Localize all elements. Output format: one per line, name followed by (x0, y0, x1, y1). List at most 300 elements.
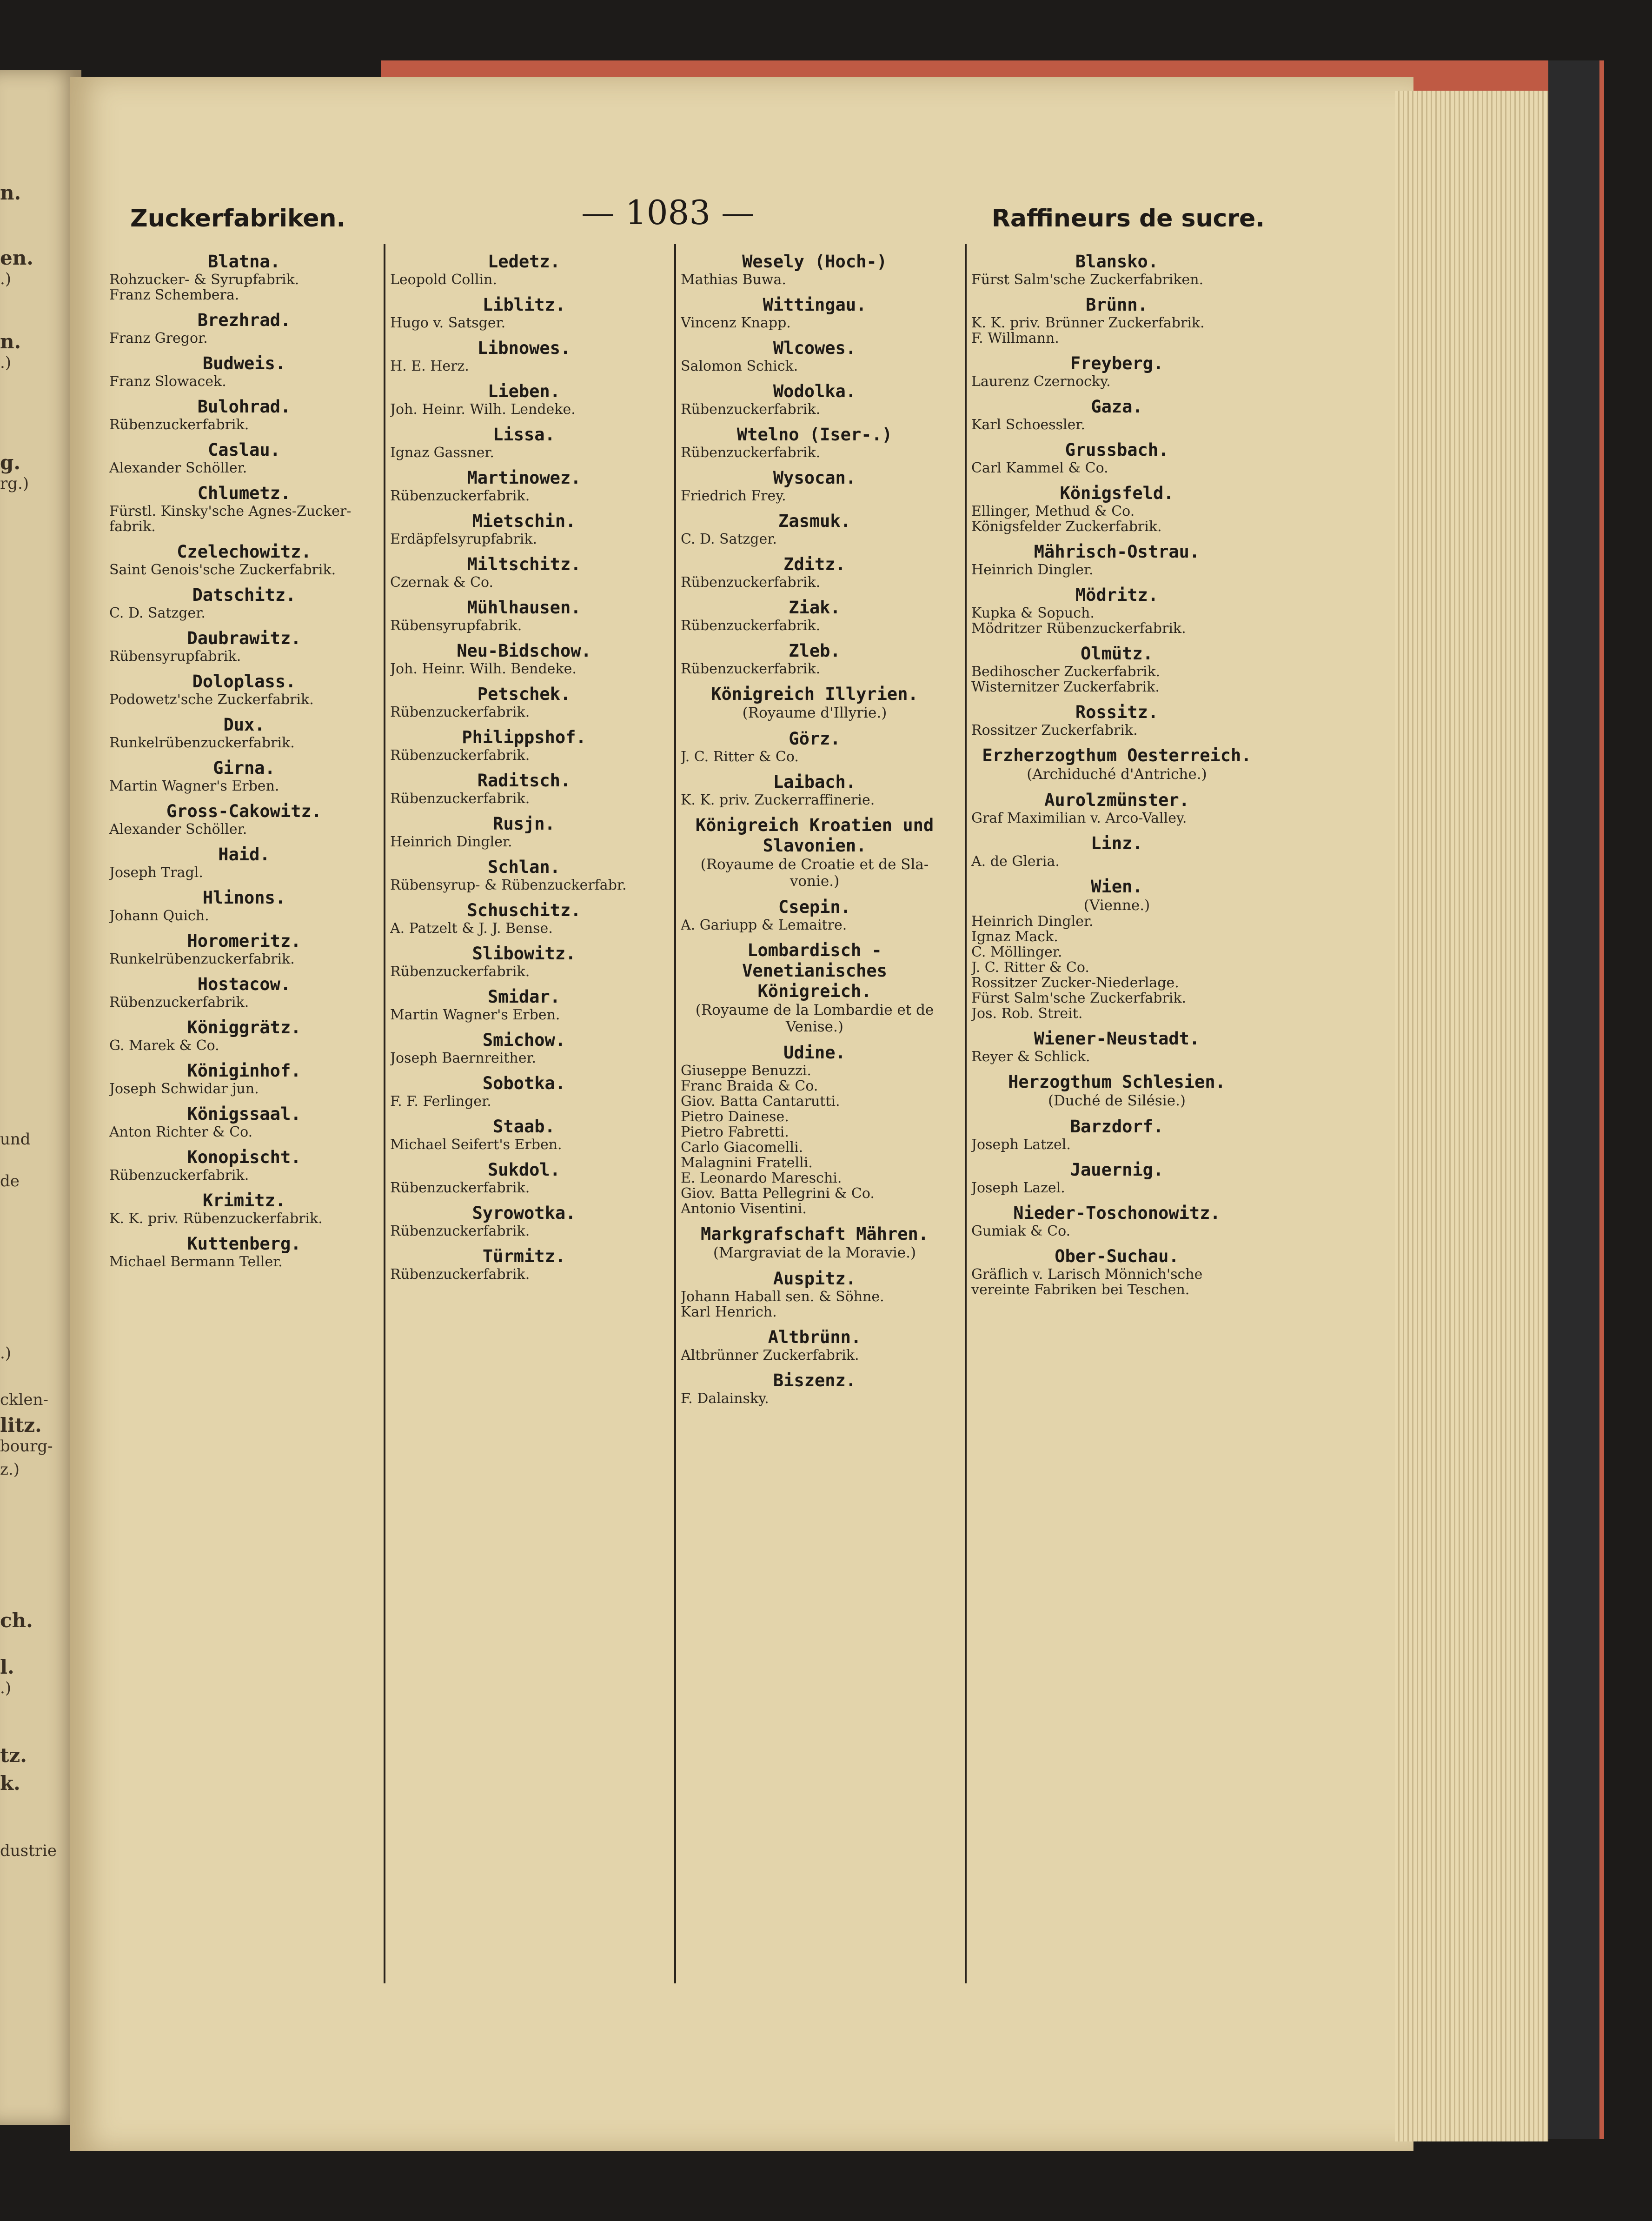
town-heading: Miltschitz. (467, 554, 581, 574)
region-subtitle: (Royaume de la Lombardie et de (695, 1002, 934, 1018)
directory-entry (971, 295, 1262, 346)
firm-name: Mathias Buwa. (681, 272, 786, 287)
firm-name: Heinrich Dingler. (971, 562, 1094, 578)
directory-entry (971, 1072, 1262, 1109)
town-heading: Ledetz. (488, 252, 560, 272)
page-number: — 1083 — (581, 193, 755, 232)
directory-entry (971, 877, 1262, 1021)
town-heading: Csepin. (778, 897, 851, 917)
directory-entry (109, 252, 379, 303)
region-subtitle: (Vienne.) (1083, 897, 1150, 914)
firm-name: Rübensyrupfabrik. (390, 618, 522, 633)
firm-name: Alexander Schöller. (109, 822, 247, 837)
directory-entry (390, 1117, 658, 1152)
firm-name: vereinte Fabriken bei Teschen. (971, 1282, 1190, 1297)
directory-entry (390, 554, 658, 590)
town-heading: Hlinons. (202, 888, 286, 908)
directory-entry (390, 1030, 658, 1066)
town-heading: Blatna. (208, 252, 280, 272)
firm-name: Königsfelder Zuckerfabrik. (971, 519, 1162, 534)
directory-entry (681, 815, 949, 890)
firm-name: Runkelrübenzuckerfabrik. (109, 735, 295, 751)
facing-page-fragment: .) (0, 1679, 12, 1697)
directory-entry (971, 397, 1262, 432)
town-heading: Wien. (1091, 877, 1143, 897)
town-heading: Sukdol. (488, 1160, 560, 1180)
town-heading: Rossitz. (1075, 702, 1159, 722)
town-heading: Zleb. (789, 641, 841, 661)
directory-entry (971, 440, 1262, 476)
firm-name: Martin Wagner's Erben. (109, 778, 279, 794)
firm-name: F. Dalainsky. (681, 1391, 769, 1406)
firm-name: Joseph Baernreither. (390, 1051, 537, 1066)
town-heading: Linz. (1091, 833, 1143, 853)
town-heading: Königgrätz. (187, 1017, 301, 1037)
town-heading: Königssaal. (187, 1104, 301, 1124)
directory-entry (390, 727, 658, 763)
firm-name: Rübenzuckerfabrik. (681, 661, 821, 677)
town-heading: Nieder-Toschonowitz. (1013, 1203, 1221, 1223)
directory-entry (971, 1246, 1262, 1297)
facing-page-fragment: litz. (0, 1414, 42, 1436)
directory-entry (109, 974, 379, 1010)
directory-entry (681, 1269, 949, 1320)
town-heading: Datschitz. (192, 585, 296, 605)
firm-name: Pietro Dainese. (681, 1109, 789, 1124)
town-heading: Herzogthum Schlesien. (1008, 1072, 1226, 1092)
firm-name: Johann Haball sen. & Söhne. (681, 1289, 884, 1304)
directory-entry (681, 940, 949, 1035)
town-heading: Haid. (218, 845, 270, 864)
firm-name: Leopold Collin. (390, 272, 497, 287)
directory-entry (109, 758, 379, 794)
facing-page-fragment: .) (0, 1344, 12, 1363)
directory-entry (109, 801, 379, 837)
facing-page-fragment: .) (0, 270, 12, 288)
town-heading: Laibach. (773, 772, 856, 792)
firm-name: Rübenzuckerfabrik. (681, 618, 821, 633)
firm-name: C. D. Satzger. (681, 532, 777, 547)
directory-entry (681, 511, 949, 547)
town-heading: Wittingau. (763, 295, 867, 315)
directory-entry (971, 644, 1262, 695)
town-heading: Königsfeld. (1060, 483, 1174, 503)
town-heading: Schuschitz. (467, 900, 581, 920)
firm-name: Antonio Visentini. (681, 1201, 807, 1217)
firm-name: Vincenz Knapp. (681, 315, 791, 331)
directory-entry (109, 888, 379, 924)
town-heading: Wiener-Neustadt. (1034, 1029, 1200, 1049)
firm-name: Giov. Batta Cantarutti. (681, 1094, 840, 1109)
town-heading: Wesely (Hoch-) (742, 252, 887, 272)
town-heading: Gross-Cakowitz. (166, 801, 322, 821)
town-heading: Konopischt. (187, 1147, 301, 1167)
directory-entry (681, 729, 949, 765)
directory-entry (390, 598, 658, 633)
firm-name: Wisternitzer Zuckerfabrik. (971, 679, 1160, 695)
town-heading: Smichow. (482, 1030, 566, 1050)
firm-name: Fürstl. Kinsky'sche Agnes-Zucker- (109, 504, 352, 519)
directory-entry (109, 440, 379, 476)
firm-name: Rossitzer Zucker-Niederlage. (971, 975, 1179, 991)
town-heading: Königreich Kroatien und Slavonien. (695, 815, 934, 856)
town-heading: Biszenz. (773, 1370, 856, 1390)
firm-name: Joseph Lazel. (971, 1180, 1065, 1196)
directory-entry (681, 1043, 949, 1217)
firm-name: Jos. Rob. Streit. (971, 1006, 1083, 1021)
firm-name: Carlo Giacomelli. (681, 1140, 803, 1155)
directory-entry (390, 900, 658, 936)
town-heading: Horomeritz. (187, 931, 301, 951)
firm-name: Franz Gregor. (109, 331, 208, 346)
town-heading: Jauernig. (1070, 1160, 1164, 1180)
facing-page-fragment: tz. (0, 1744, 27, 1767)
firm-name: Hugo v. Satsger. (390, 315, 506, 331)
firm-name: Giov. Batta Pellegrini & Co. (681, 1186, 875, 1201)
firm-name: Ignaz Mack. (971, 929, 1058, 944)
book-binding (1548, 60, 1599, 2139)
town-heading: Auspitz. (773, 1269, 856, 1289)
firm-name: Karl Schoessler. (971, 417, 1085, 432)
facing-page-fragment: rg.) (0, 474, 29, 493)
directory-entry (681, 897, 949, 933)
town-heading: Libnowes. (477, 338, 571, 358)
town-heading: Hostacow. (197, 974, 291, 994)
town-heading: Sobotka. (482, 1073, 566, 1093)
town-heading: Zasmuk. (778, 511, 851, 531)
town-heading: Doloplass. (192, 672, 296, 692)
directory-entry (109, 1234, 379, 1270)
firm-name: Franc Braida & Co. (681, 1078, 818, 1094)
directory-entry (971, 790, 1262, 826)
town-heading: Schlan. (488, 857, 560, 877)
town-heading: Liblitz. (482, 295, 566, 315)
town-heading: Petschek. (477, 684, 571, 704)
firm-name: Salomon Schick. (681, 359, 798, 374)
town-heading: Markgrafschaft Mähren. (700, 1224, 929, 1244)
town-heading: Brünn. (1086, 295, 1148, 315)
directory-entry (109, 542, 379, 578)
town-heading: Smidar. (488, 987, 560, 1007)
firm-name: Rossitzer Zuckerfabrik. (971, 723, 1138, 738)
town-heading: Mährisch-Ostrau. (1034, 542, 1200, 562)
town-heading: Neu-Bidschow. (457, 641, 591, 661)
directory-columns (105, 244, 1267, 1983)
firm-name: C. Möllinger. (971, 944, 1062, 960)
firm-name: Rübenzuckerfabrik. (390, 748, 530, 763)
firm-name: Rübenzuckerfabrik. (390, 791, 530, 806)
firm-name: A. Patzelt & J. J. Bense. (390, 921, 553, 936)
firm-name: Podowetz'sche Zuckerfabrik. (109, 692, 314, 707)
facing-page-fragment: cklen- (0, 1390, 49, 1409)
firm-name: Heinrich Dingler. (390, 834, 512, 850)
region-subtitle: (Margraviat de la Moravie.) (713, 1244, 916, 1261)
firm-name: Reyer & Schlick. (971, 1049, 1090, 1064)
region-subtitle: Venise.) (786, 1018, 843, 1035)
directory-entry (971, 702, 1262, 738)
directory-entry (390, 814, 658, 850)
firm-name: J. C. Ritter & Co. (681, 749, 799, 765)
firm-name: K. K. priv. Brünner Zuckerfabrik. (971, 315, 1205, 331)
page-edges (1395, 91, 1548, 2141)
town-heading: Staab. (493, 1117, 555, 1137)
directory-entry (390, 1073, 658, 1109)
town-heading: Rusjn. (493, 814, 555, 834)
firm-name: Johann Quich. (109, 908, 209, 924)
firm-name: Runkelrübenzuckerfabrik. (109, 951, 295, 967)
directory-entry (390, 1246, 658, 1282)
town-heading: Barzdorf. (1070, 1117, 1164, 1137)
directory-entry (681, 425, 949, 460)
firm-name: Bedihoscher Zuckerfabrik. (971, 664, 1161, 679)
directory-entry (681, 554, 949, 590)
firm-name: Rübenzuckerfabrik. (390, 1267, 530, 1282)
firm-name: Fürst Salm'sche Zuckerfabriken. (971, 272, 1204, 287)
town-heading: Lieben. (488, 381, 560, 401)
town-heading: Martinowez. (467, 468, 581, 488)
firm-name: Rübenzuckerfabrik. (390, 488, 530, 504)
firm-name: Rübenzuckerfabrik. (390, 964, 530, 979)
directory-entry (109, 672, 379, 707)
region-subtitle: (Duché de Silésie.) (1048, 1092, 1186, 1109)
town-heading: Lissa. (493, 425, 555, 445)
facing-page-fragment: n. (0, 330, 21, 353)
directory-entry (681, 641, 949, 677)
firm-name: fabrik. (109, 519, 156, 534)
firm-name: Rohzucker- & Syrupfabrik. (109, 272, 299, 287)
facing-page-fragment: g. (0, 451, 20, 474)
town-heading: Freyberg. (1070, 353, 1164, 373)
firm-name: Gräflich v. Larisch Mönnich'sche (971, 1267, 1203, 1282)
firm-name: Michael Seifert's Erben. (390, 1137, 562, 1152)
directory-entry (681, 684, 949, 721)
firm-name: Mödritzer Rübenzuckerfabrik. (971, 621, 1186, 636)
directory-entry (971, 252, 1262, 287)
directory-entry (390, 381, 658, 417)
directory-entry (681, 1327, 949, 1363)
firm-name: Rübenzuckerfabrik. (390, 1224, 530, 1239)
directory-entry (109, 483, 379, 534)
town-heading: Slibowitz. (472, 944, 576, 964)
firm-name: Giuseppe Benuzzi. (681, 1063, 811, 1078)
directory-entry (109, 1061, 379, 1097)
column-2 (384, 244, 663, 1983)
firm-name: Czernak & Co. (390, 575, 494, 590)
town-heading: Udine. (783, 1043, 846, 1063)
firm-name: J. C. Ritter & Co. (971, 960, 1089, 975)
town-heading: Blansko. (1075, 252, 1159, 272)
town-heading: Türmitz. (482, 1246, 566, 1266)
directory-entry (390, 944, 658, 979)
firm-name: Rübenzuckerfabrik. (390, 1180, 530, 1196)
directory-entry (109, 397, 379, 432)
town-heading: Aurolzmünster. (1044, 790, 1189, 810)
directory-entry (971, 542, 1262, 578)
directory-entry (681, 252, 949, 287)
firm-name: Graf Maximilian v. Arco-Valley. (971, 811, 1187, 826)
town-heading: Mietschin. (472, 511, 576, 531)
directory-entry (390, 295, 658, 331)
region-subtitle: (Royaume de Croatie et de Sla- (700, 856, 929, 873)
directory-entry (681, 468, 949, 504)
directory-entry (681, 772, 949, 808)
directory-entry (390, 252, 658, 287)
town-heading: Olmütz. (1081, 644, 1153, 664)
directory-entry (390, 641, 658, 677)
town-heading: Königinhof. (187, 1061, 301, 1081)
firm-name: Joh. Heinr. Wilh. Bendeke. (390, 661, 577, 677)
firm-name: Pietro Fabretti. (681, 1124, 789, 1140)
town-heading: Wodolka. (773, 381, 856, 401)
firm-name: Fürst Salm'sche Zuckerfabrik. (971, 991, 1187, 1006)
town-heading: Daubrawitz. (187, 628, 301, 648)
directory-entry (681, 1224, 949, 1261)
column-4 (965, 244, 1267, 1983)
town-heading: Budweis. (202, 353, 286, 373)
firm-name: G. Marek & Co. (109, 1038, 219, 1053)
directory-entry (971, 1203, 1262, 1239)
firm-name: Ignaz Gassner. (390, 445, 494, 460)
directory-entry (109, 845, 379, 880)
directory-entry (681, 381, 949, 417)
town-heading: Gaza. (1091, 397, 1143, 417)
firm-name: Anton Richter & Co. (109, 1124, 253, 1140)
directory-entry (971, 833, 1262, 869)
firm-name: F. Willmann. (971, 331, 1059, 346)
directory-entry (971, 585, 1262, 636)
firm-name: Joh. Heinr. Wilh. Lendeke. (390, 402, 576, 417)
directory-entry (109, 585, 379, 621)
town-heading: Philippshof. (462, 727, 586, 747)
town-heading: Dux. (223, 715, 265, 735)
town-heading: Erzherzogthum Oesterreich. (982, 745, 1252, 765)
firm-name: C. D. Satzger. (109, 605, 206, 621)
firm-name: Rübensyrup- & Rübenzuckerfabr. (390, 878, 627, 893)
town-heading: Raditsch. (477, 771, 571, 791)
facing-page-fragment: n. (0, 181, 21, 204)
directory-entry (109, 310, 379, 346)
firm-name: Kupka & Sopuch. (971, 605, 1095, 621)
firm-name: Altbrünner Zuckerfabrik. (681, 1348, 859, 1363)
town-heading: Brezhrad. (197, 310, 291, 330)
town-heading: Chlumetz. (197, 483, 291, 503)
firm-name: Joseph Schwidar jun. (109, 1081, 259, 1097)
directory-entry (971, 1160, 1262, 1196)
town-heading: Königreich Illyrien. (711, 684, 918, 704)
facing-page-fragment: dustrie (0, 1842, 57, 1860)
directory-entry (390, 684, 658, 720)
firm-name: Franz Schembera. (109, 287, 239, 303)
directory-entry (681, 1370, 949, 1406)
firm-name: Rübenzuckerfabrik. (681, 575, 821, 590)
town-heading: Czelechowitz. (177, 542, 312, 562)
firm-name: Rübenzuckerfabrik. (109, 995, 249, 1010)
region-subtitle: vonie.) (790, 873, 840, 890)
firm-name: Karl Henrich. (681, 1304, 777, 1320)
town-heading: Lombardisch - Venetianisches Königreich. (742, 940, 887, 1001)
firm-name: Joseph Latzel. (971, 1137, 1071, 1152)
firm-name: H. E. Herz. (390, 359, 469, 374)
directory-entry (390, 857, 658, 893)
facing-page-fragment: .) (0, 353, 12, 372)
facing-page-fragment: en. (0, 246, 33, 269)
facing-page-fragment: k. (0, 1772, 20, 1795)
town-heading: Wtelno (Iser-.) (736, 425, 893, 445)
directory-entry (109, 1147, 379, 1183)
directory-entry (109, 1104, 379, 1140)
directory-entry (681, 598, 949, 633)
town-heading: Mühlhausen. (467, 598, 581, 618)
directory-entry (390, 987, 658, 1023)
firm-name: Rübenzuckerfabrik. (109, 417, 249, 432)
facing-page-fragment: und (0, 1130, 31, 1149)
directory-entry (390, 425, 658, 460)
directory-entry (681, 295, 949, 331)
directory-entry (390, 468, 658, 504)
firm-name: Rübenzuckerfabrik. (681, 402, 821, 417)
town-heading: Syrowotka. (472, 1203, 576, 1223)
directory-entry (390, 511, 658, 547)
firm-name: A. Gariupp & Lemaitre. (681, 918, 847, 933)
firm-name: Rübenzuckerfabrik. (681, 445, 821, 460)
firm-name: Rübenzuckerfabrik. (390, 705, 530, 720)
town-heading: Caslau. (208, 440, 280, 460)
firm-name: Alexander Schöller. (109, 460, 247, 476)
firm-name: Rübensyrupfabrik. (109, 649, 241, 664)
firm-name: Michael Bermann Teller. (109, 1254, 283, 1270)
facing-page-edge (0, 70, 81, 2125)
directory-entry (971, 483, 1262, 534)
firm-name: A. de Gleria. (971, 854, 1060, 869)
facing-page-fragment: l. (0, 1656, 14, 1678)
facing-page-fragment: z.) (0, 1460, 20, 1479)
directory-entry (390, 771, 658, 806)
directory-entry (390, 1203, 658, 1239)
directory-entry (390, 338, 658, 374)
firm-name: F. F. Ferlinger. (390, 1094, 491, 1109)
firm-name: Erdäpfelsyrupfabrik. (390, 532, 537, 547)
column-1 (105, 244, 384, 1983)
firm-name: Ellinger, Methud & Co. (971, 504, 1135, 519)
town-heading: Görz. (789, 729, 841, 749)
directory-entry (971, 353, 1262, 389)
column-3 (674, 244, 953, 1983)
directory-entry (109, 628, 379, 664)
directory-entry (390, 1160, 658, 1196)
town-heading: Kuttenberg. (187, 1234, 301, 1254)
firm-name: Friedrich Frey. (681, 488, 786, 504)
facing-page-fragment: bourg- (0, 1437, 53, 1456)
firm-name: K. K. priv. Zuckerraffinerie. (681, 792, 875, 808)
firm-name: Gumiak & Co. (971, 1224, 1071, 1239)
directory-entry (109, 931, 379, 967)
firm-name: Heinrich Dingler. (971, 914, 1094, 929)
town-heading: Altbrünn. (768, 1327, 862, 1347)
region-subtitle: (Archiduché d'Antriche.) (1027, 766, 1207, 783)
town-heading: Krimitz. (202, 1190, 286, 1210)
page-header (102, 195, 1265, 242)
town-heading: Grussbach. (1065, 440, 1169, 460)
header-left-title: Zuckerfabriken. (130, 205, 346, 233)
firm-name: Joseph Tragl. (109, 865, 203, 880)
town-heading: Girna. (213, 758, 275, 778)
town-heading: Wlcowes. (773, 338, 856, 358)
firm-name: Carl Kammel & Co. (971, 460, 1108, 476)
firm-name: Malagnini Fratelli. (681, 1155, 813, 1170)
header-right-title: Raffineurs de sucre. (991, 205, 1265, 233)
firm-name: Saint Genois'sche Zuckerfabrik. (109, 562, 336, 578)
firm-name: E. Leonardo Mareschi. (681, 1170, 842, 1186)
